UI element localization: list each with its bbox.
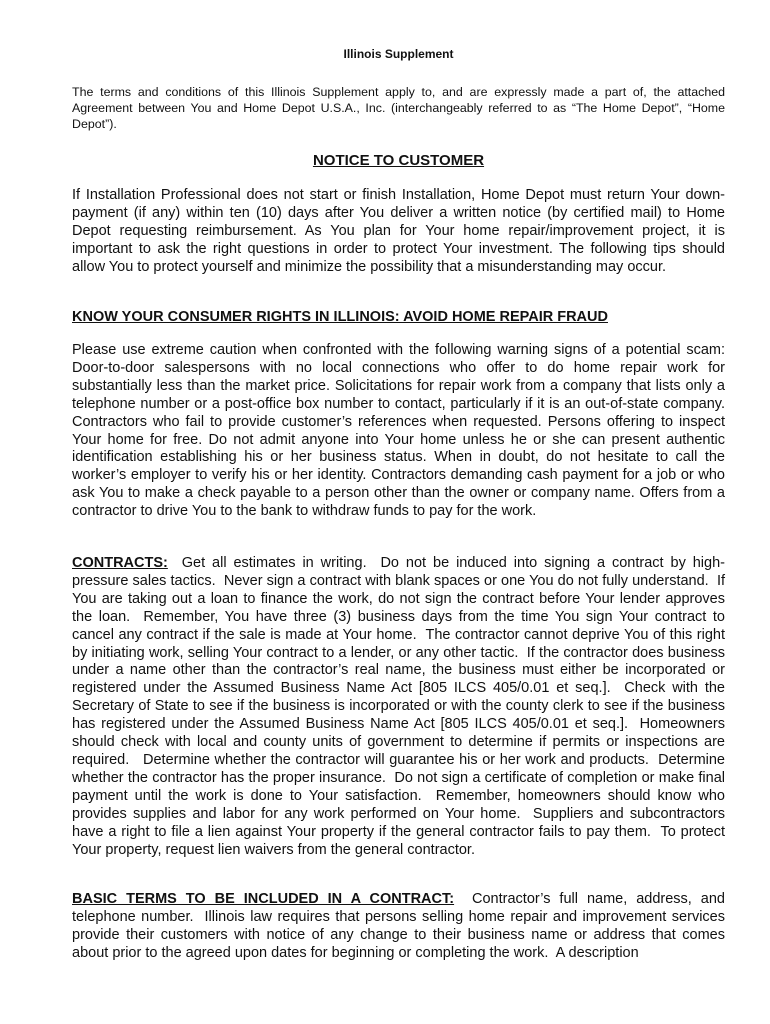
basic-terms-paragraph bbox=[72, 891, 730, 963]
contracts-label: CONTRACTS: bbox=[72, 555, 168, 571]
consumer-rights-heading: KNOW YOUR CONSUMER RIGHTS IN ILLINOIS: AVOID HOME REPAIR FRAUD bbox=[72, 309, 608, 325]
notice-heading: NOTICE TO CUSTOMER bbox=[312, 152, 485, 169]
supplement-title: Illinois Supplement bbox=[343, 47, 454, 61]
basic-terms-text: Contractor’s full name, address, and telephone number. Illinois law requires that persons selling home repair and improvement services provide their customers with notice of any change to their business name or address that comes about prior to the agreed upon dates for beginning or completing the work. A description bbox=[72, 891, 730, 961]
contracts-paragraph bbox=[72, 555, 730, 859]
intro-paragraph: The terms and conditions of this Illinois Supplement apply to, and are expressly made a part of, the attached Agreement between You and Home Depot U.S.A., Inc. (interchangeably referred to as “The Home Depot”, “Home Depot”). bbox=[72, 85, 725, 131]
basic-terms-label: BASIC TERMS TO BE INCLUDED IN A CONTRACT: bbox=[72, 891, 455, 907]
warning-signs-paragraph: Please use extreme caution when confronted with the following warning signs of a potential scam: Door-to-door salespersons with no local connections who offer to do home repair work for substantially less than the market price. Solicitations for repair work from a company that lists only a telephone number or a post-office box number to contact, particularly if it is an out-of-state company. Contractors who fail to provide customer’s references when requested. Persons offering to inspect Your home for free. Do not admit anyone into Your home unless he or she can present authentic identification establishing his or her business status. When in doubt, do not hesitate to call the worker’s employer to verify his or her identity. Contractors demanding cash payment for a job or who ask You to make a check payable to a person other than the owner or company name. Offers from a contractor to drive You to the bank to withdraw funds to pay for the work. bbox=[72, 342, 725, 520]
contracts-text: Get all estimates in writing. Do not be induced into signing a contract by high-pressure sales tactics. Never sign a contract with blank spaces or one You do not fully understand. If You are taking out a loan to finance the work, do not sign the contract before Your lender approves the loan. Remember, You have three (3) business days from the time You sign Your contract to cancel any contract if the sale is made at Your home. The contractor cannot deprive You of this right by initiating work, selling Your contract to a lender, or any other tactic. If the contractor does business under a name other than the contractor’s real name, the business must either be incorporated or registered under the Assumed Business Name Act [805 ILCS 405/0.01 et seq.]. Check with the Secretary of State to see if the business is incorporated or with the county clerk to see if the business has registered under the Assumed Business Name Act [805 ILCS 405/0.01 et seq.]. Homeowners should check with local and county units of government to determine if permits or inspections are required. Determine whether the contractor will guarantee his or her work and products. Determine whether the contractor has the proper insurance. Do not sign a certificate of completion or make final payment until the work is done to Your satisfaction. Remember, homeowners should know who provides supplies and labor for any work performed on Your home. Suppliers and subcontractors have a right to file a lien against Your property if the general contractor fails to pay them. To protect Your property, request lien waivers from the general contractor. bbox=[72, 555, 730, 858]
notice-paragraph: If Installation Professional does not start or finish Installation, Home Depot must return Your down-payment (if any) within ten (10) days after You deliver a written notice (by certified mail) to Home Depot requesting reimbursement. As You plan for Your home repair/improvement project, it is important to ask the right questions in order to protect Your investment. The following tips should allow You to protect yourself and minimize the possibility that a misunderstanding may occur. bbox=[72, 187, 725, 275]
